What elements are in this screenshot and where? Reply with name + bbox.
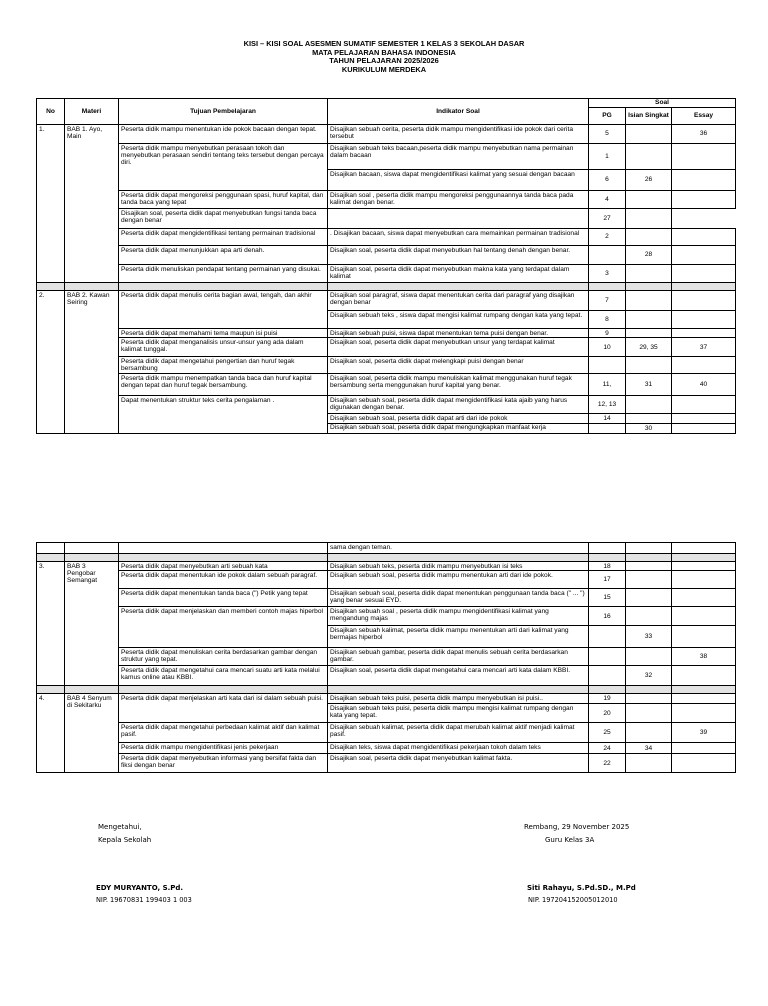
pg-cell [328,209,589,229]
tujuan-cell: Peserta didik dapat mengetahui cara mencari suatu arti kata melalui kamus online atau KBBI. [119,666,328,686]
pg-cell [589,357,626,374]
essay-cell [672,571,736,589]
essay-cell [672,666,736,686]
indikator-cell: Disajikan sebuah kalimat, peserta didik mampu menentukan arti dari kalimat yang bermajas hiperbol [328,626,589,648]
isian-cell [626,125,672,144]
table-row [37,571,736,589]
document-header [0,40,768,74]
table-row [37,246,736,265]
pg-cell: 1 [589,144,626,170]
isian-cell [626,329,672,338]
table-row [37,357,736,374]
kisi-table-part1 [36,98,736,434]
table-row [37,396,736,414]
sig-right-nip: NIP. 197204152005012010 [528,896,618,904]
isian-cell: 32 [626,666,672,686]
col-indikator: Indikator Soal [328,99,589,125]
table-row [37,589,736,607]
section-separator [37,554,736,562]
tujuan-cell: Peserta didik dapat menyebutkan informasi yang bersifat fakta dan fiksi dengan benar [119,754,328,773]
pg-cell: 11, [589,374,626,396]
table-row [37,229,736,246]
indikator-cell: Disajikan sebuah soal, peserta didik mampu menentukan arti dari ide pokok. [328,571,589,589]
essay-cell [672,414,736,423]
tujuan-cell: Peserta didik dapat menyebutkan arti sebuah kata [119,562,328,571]
indikator-cell: Disajikan sebuah soal, peserta didik dapat mengidentifikasi kata ajaib yang harus digunakan dengan benar. [328,396,589,414]
essay-cell [672,423,736,433]
table-row [37,607,736,626]
materi-cell: BAB 3 Pengobar Semangat [65,562,119,686]
isian-cell [626,589,672,607]
isian-cell [626,396,672,414]
indikator-cell: Disajikan soal, peserta didik dapat melengkapi puisi dengan benar [328,357,589,374]
tujuan-cell: Peserta didik mampu menempatkan tanda baca dan huruf kapital dengan tepat dan huruf tegak bersambung. [119,374,328,396]
indikator-cell: Disajikan teks, siswa dapat mengidentifikasi pekerjaan tokoh dalam teks [328,743,589,754]
indikator-cell: Disajikan soal, peserta didik dapat menyebutkan makna kata yang terdapat dalam kalimat [328,265,589,283]
table-body-part2 [37,543,736,773]
indikator-cell: Disajikan soal, peserta didik mampu menuliskan kalimat menggunakan huruf tegak bersambung serta menggunakan huruf kapital yang benar. [328,374,589,396]
tujuan-cell: Peserta didik dapat mengetahui perbedaan kalimat aktif dan kalimat pasif. [119,723,328,743]
pg-cell: 4 [589,191,626,209]
indikator-cell: Disajikan soal, peserta didik dapat menyebutkan unsur yang terdapat kalimat [328,338,589,357]
isian-cell [626,229,672,246]
indikator-cell: Disajikan sebuah soal , peserta didik mampu mengidentifikasi kalimat yang mengandung majas [328,607,589,626]
essay-cell: 36 [672,125,736,144]
table-row [37,291,736,311]
tujuan-cell: Peserta didik dapat mengidentifikasi tentang permainan tradisional [119,229,328,246]
pg-cell: 7 [589,291,626,311]
essay-cell [672,694,736,704]
isian-cell [626,144,672,170]
indikator-cell: Disajikan sebuah teks puisi, peserta didik mampu mengisi kalimat rumpang dengan kata yang tepat. [328,704,589,723]
indikator-cell: Disajikan soal , peserta didik mampu mengoreksi penggunaannya tanda baca pada kalimat dengan benar. [328,191,589,209]
tujuan-cell: Peserta didik dapat mengetahui pengertian dan huruf tegak bersambung [119,357,328,374]
row-number: 4. [37,694,65,773]
tujuan-cell: Dapat menentukan struktur teks cerita pengalaman . [119,396,328,433]
isian-cell [626,571,672,589]
indikator-cell: Disajikan sebuah teks puisi, peserta didik mampu menyebutkan isi puisi.. [328,694,589,704]
pg-cell: 12, 13 [589,396,626,414]
essay-cell [672,144,736,170]
table-body-part1 [37,125,736,434]
essay-cell [672,170,736,191]
table-row [37,265,736,283]
isian-cell: 31 [626,374,672,396]
isian-cell: 28 [626,246,672,265]
essay-cell [672,704,736,723]
isian-cell [626,191,672,209]
pg-cell: 15 [589,589,626,607]
tujuan-cell: Peserta didik dapat menuliskan cerita berdasarkan gambar dengan struktur yang tepat. [119,648,328,666]
isian-cell [626,607,672,626]
tujuan-cell: Peserta didik dapat menentukan ide pokok dalam sebuah paragraf. [119,571,328,589]
tujuan-cell: Peserta didik mampu mengidentifikasi jenis pekerjaan [119,743,328,754]
isian-cell [626,648,672,666]
table-row [37,666,736,686]
col-no: No [37,99,65,125]
pg-cell [589,246,626,265]
table-row [37,374,736,396]
table-row [37,338,736,357]
essay-cell: 38 [672,648,736,666]
header-title: KISI – KISI SOAL ASESMEN SUMATIF SEMESTER 1 KELAS 3 SEKOLAH DASAR [243,39,525,48]
essay-cell [672,396,736,414]
isian-cell [626,291,672,311]
tujuan-cell: Peserta didik dapat menentukan tanda baca (") Petik yang tepat [119,589,328,607]
indikator-cell: Disajikan soal, peserta didik dapat menyebutkan fungsi tanda baca dengan benar [119,209,328,229]
isian-cell [626,723,672,743]
essay-cell [672,589,736,607]
pg-cell: 10 [589,338,626,357]
pg-cell [589,423,626,433]
isian-cell: 33 [626,626,672,648]
pg-cell: 16 [589,607,626,626]
sig-left-line1: Mengetahui, [98,823,142,831]
essay-cell: 37 [672,338,736,357]
table-row [37,144,736,170]
essay-cell [672,357,736,374]
indikator-cell: Disajikan sebuah cerita, peserta didik mampu mengidentifikasi ide pokok dari cerita tersebut [328,125,589,144]
indikator-cell: Disajikan sebuah puisi, siswa dapat menentukan tema puisi dengan benar. [328,329,589,338]
isian-cell: 34 [626,743,672,754]
row-number: 1. [37,125,65,283]
indikator-cell: Disajikan soal, peserta didik dapat menyebutkan hal tentang denah dengan benar. [328,246,589,265]
materi-cell: BAB 1. Ayo, Main [65,125,119,283]
pg-cell: 22 [589,754,626,773]
pg-cell [589,648,626,666]
sig-right-line1: Rembang, 29 November 2025 [524,823,630,831]
indikator-cell: Disajikan soal, peserta didik dapat mengetahui cara mencari arti kata dalam KBBI. [328,666,589,686]
sig-left-nip: NIP. 19670831 199403 1 003 [96,896,192,904]
essay-cell [672,291,736,311]
tujuan-cell: Peserta didik dapat menjelaskan arti kata dari isi dalam sebuah puisi. [119,694,328,723]
table-row [37,562,736,571]
pg-cell [589,626,626,648]
header-curriculum: KURIKULUM MERDEKA [341,64,427,74]
col-pg: PG [589,108,626,125]
materi-cell: BAB 4 Senyum di Sekitarku [65,694,119,773]
tujuan-cell: Peserta didik mampu menentukan ide pokok bacaan dengan tepat. [119,125,328,144]
essay-cell [672,562,736,571]
pg-cell: 5 [589,125,626,144]
kisi-table-part2 [36,542,736,773]
pg-cell: 9 [589,329,626,338]
essay-cell: 39 [672,723,736,743]
isian-cell [626,265,672,283]
tujuan-cell: Peserta didik dapat menjelaskan dan memberi contoh majas hiperbol [119,607,328,648]
essay-cell [672,329,736,338]
indikator-cell: Disajikan soal, peserta didik dapat menyebutkan kalimat fakta. [328,754,589,773]
isian-cell: 30 [626,423,672,433]
indikator-cell: Disajikan sebuah soal, peserta didik dapat menentukan penggunaan tanda baca (" ... ") yang benar sesuai EYD. [328,589,589,607]
pg-cell: 14 [589,414,626,423]
isian-cell [626,704,672,723]
table-row [37,191,736,209]
table-row [37,723,736,743]
tujuan-cell: Peserta didik dapat menganalisis unsur-unsur yang ada dalam kalimat tunggal. [119,338,328,357]
section-separator [37,686,736,694]
tujuan-cell: Peserta didik mampu menyebutkan perasaan tokoh dan menyebutkan perasaan sendiri tentang teks tersebut dengan percaya diri. [119,144,328,191]
isian-cell [626,694,672,704]
pg-cell: 17 [589,571,626,589]
essay-cell [672,311,736,329]
tujuan-cell: Peserta didik dapat memahami tema maupun isi puisi [119,329,328,338]
pg-cell: 24 [589,743,626,754]
pg-cell [589,666,626,686]
table-row [37,694,736,704]
isian-cell [626,357,672,374]
table-row [37,743,736,754]
isian-cell: 29, 35 [626,338,672,357]
pg-cell: 18 [589,562,626,571]
tujuan-cell: Peserta didik dapat menulis cerita bagian awal, tengah, dan akhir [119,291,328,329]
col-isian: Isian Singkat [626,108,672,125]
pg-cell: 2 [589,229,626,246]
essay-cell [672,626,736,648]
indikator-cell: Disajikan sebuah teks, peserta didik mampu menyebutkan isi teks [328,562,589,571]
isian-cell: 26 [626,170,672,191]
indikator-cell: Disajikan sebuah gambar, peserta didik dapat menulis sebuah cerita berdasarkan gambar. [328,648,589,666]
essay-cell [672,246,736,265]
essay-cell: 40 [672,374,736,396]
isian-cell [626,414,672,423]
pg-cell: 3 [589,265,626,283]
pg-cell: 6 [589,170,626,191]
indikator-cell: . Disajikan bacaan, siswa dapat menyebutkan cara memainkan permainan tradisional [328,229,589,246]
col-tujuan: Tujuan Pembelajaran [119,99,328,125]
sig-left-line2: Kepala Sekolah [98,836,152,844]
essay-cell [672,754,736,773]
indikator-cell: Disajikan bacaan, siswa dapat mengidentifikasi kalimat yang sesuai dengan bacaan [328,170,589,191]
indikator-cell: Disajikan sebuah teks bacaan,peserta didik mampu menyebutkan nama permainan dalam bacaan [328,144,589,170]
sig-right-line2: Guru Kelas 3A [545,836,595,844]
sig-left-name: EDY MURYANTO, S.Pd. [96,884,184,892]
table-row [37,209,736,229]
essay-cell [672,743,736,754]
tujuan-cell: Peserta didik dapat menunjukkan apa arti denah. [119,246,328,265]
pg-cell: 19 [589,694,626,704]
isian-cell: 27 [589,209,626,229]
indikator-cell: Disajikan soal paragraf, siswa dapat menentukan cerita dari paragraf yang disajikan dengan benar [328,291,589,311]
pg-cell: 8 [589,311,626,329]
section-separator [37,283,736,291]
essay-cell [672,265,736,283]
essay-cell [672,607,736,626]
row-number: 3. [37,562,65,686]
col-essay: Essay [672,108,736,125]
essay-cell [626,209,672,229]
sig-right-name: Siti Rahayu, S.Pd.SD., M.Pd [527,884,636,892]
indikator-cell: Disajikan sebuah soal, peserta didik dapat mengungkapkan manfaat kerja [328,423,589,433]
table-row [37,125,736,144]
essay-cell [672,191,736,209]
tujuan-cell: Peserta didik dapat mengoreksi penggunaan spasi, huruf kapital, dan tanda baca yang tepat [119,191,328,209]
isian-cell [626,311,672,329]
col-soal: Soal [589,99,736,108]
essay-cell [672,229,736,246]
indikator-cell: Disajikan sebuah soal, peserta didik dapat arti dari ide pokok [328,414,589,423]
indikator-cell: Disajikan sebuah kalimat, peserta didik dapat merubah kalimat aktif menjadi kalimat pasif. [328,723,589,743]
continuation-text: sama dengan teman. [328,543,589,554]
row-number: 2. [37,291,65,434]
header-year: TAHUN PELAJARAN 2025/2026 [329,56,439,66]
continuation-row [37,543,736,554]
isian-cell [626,754,672,773]
header-subject: MATA PELAJARAN BAHASA INDONESIA [312,47,456,57]
table-row [37,754,736,773]
table-row [37,648,736,666]
tujuan-cell: Peserta didik menuliskan pendapat tentang permainan yang disukai. [119,265,328,283]
indikator-cell: Disajikan sebuah teks , siswa dapat mengisi kalimat rumpang dengan kata yang tepat. [328,311,589,329]
isian-cell [626,562,672,571]
materi-cell: BAB 2. Kawan Seiring [65,291,119,434]
pg-cell: 25 [589,723,626,743]
pg-cell: 20 [589,704,626,723]
col-materi: Materi [65,99,119,125]
table-row [37,329,736,338]
